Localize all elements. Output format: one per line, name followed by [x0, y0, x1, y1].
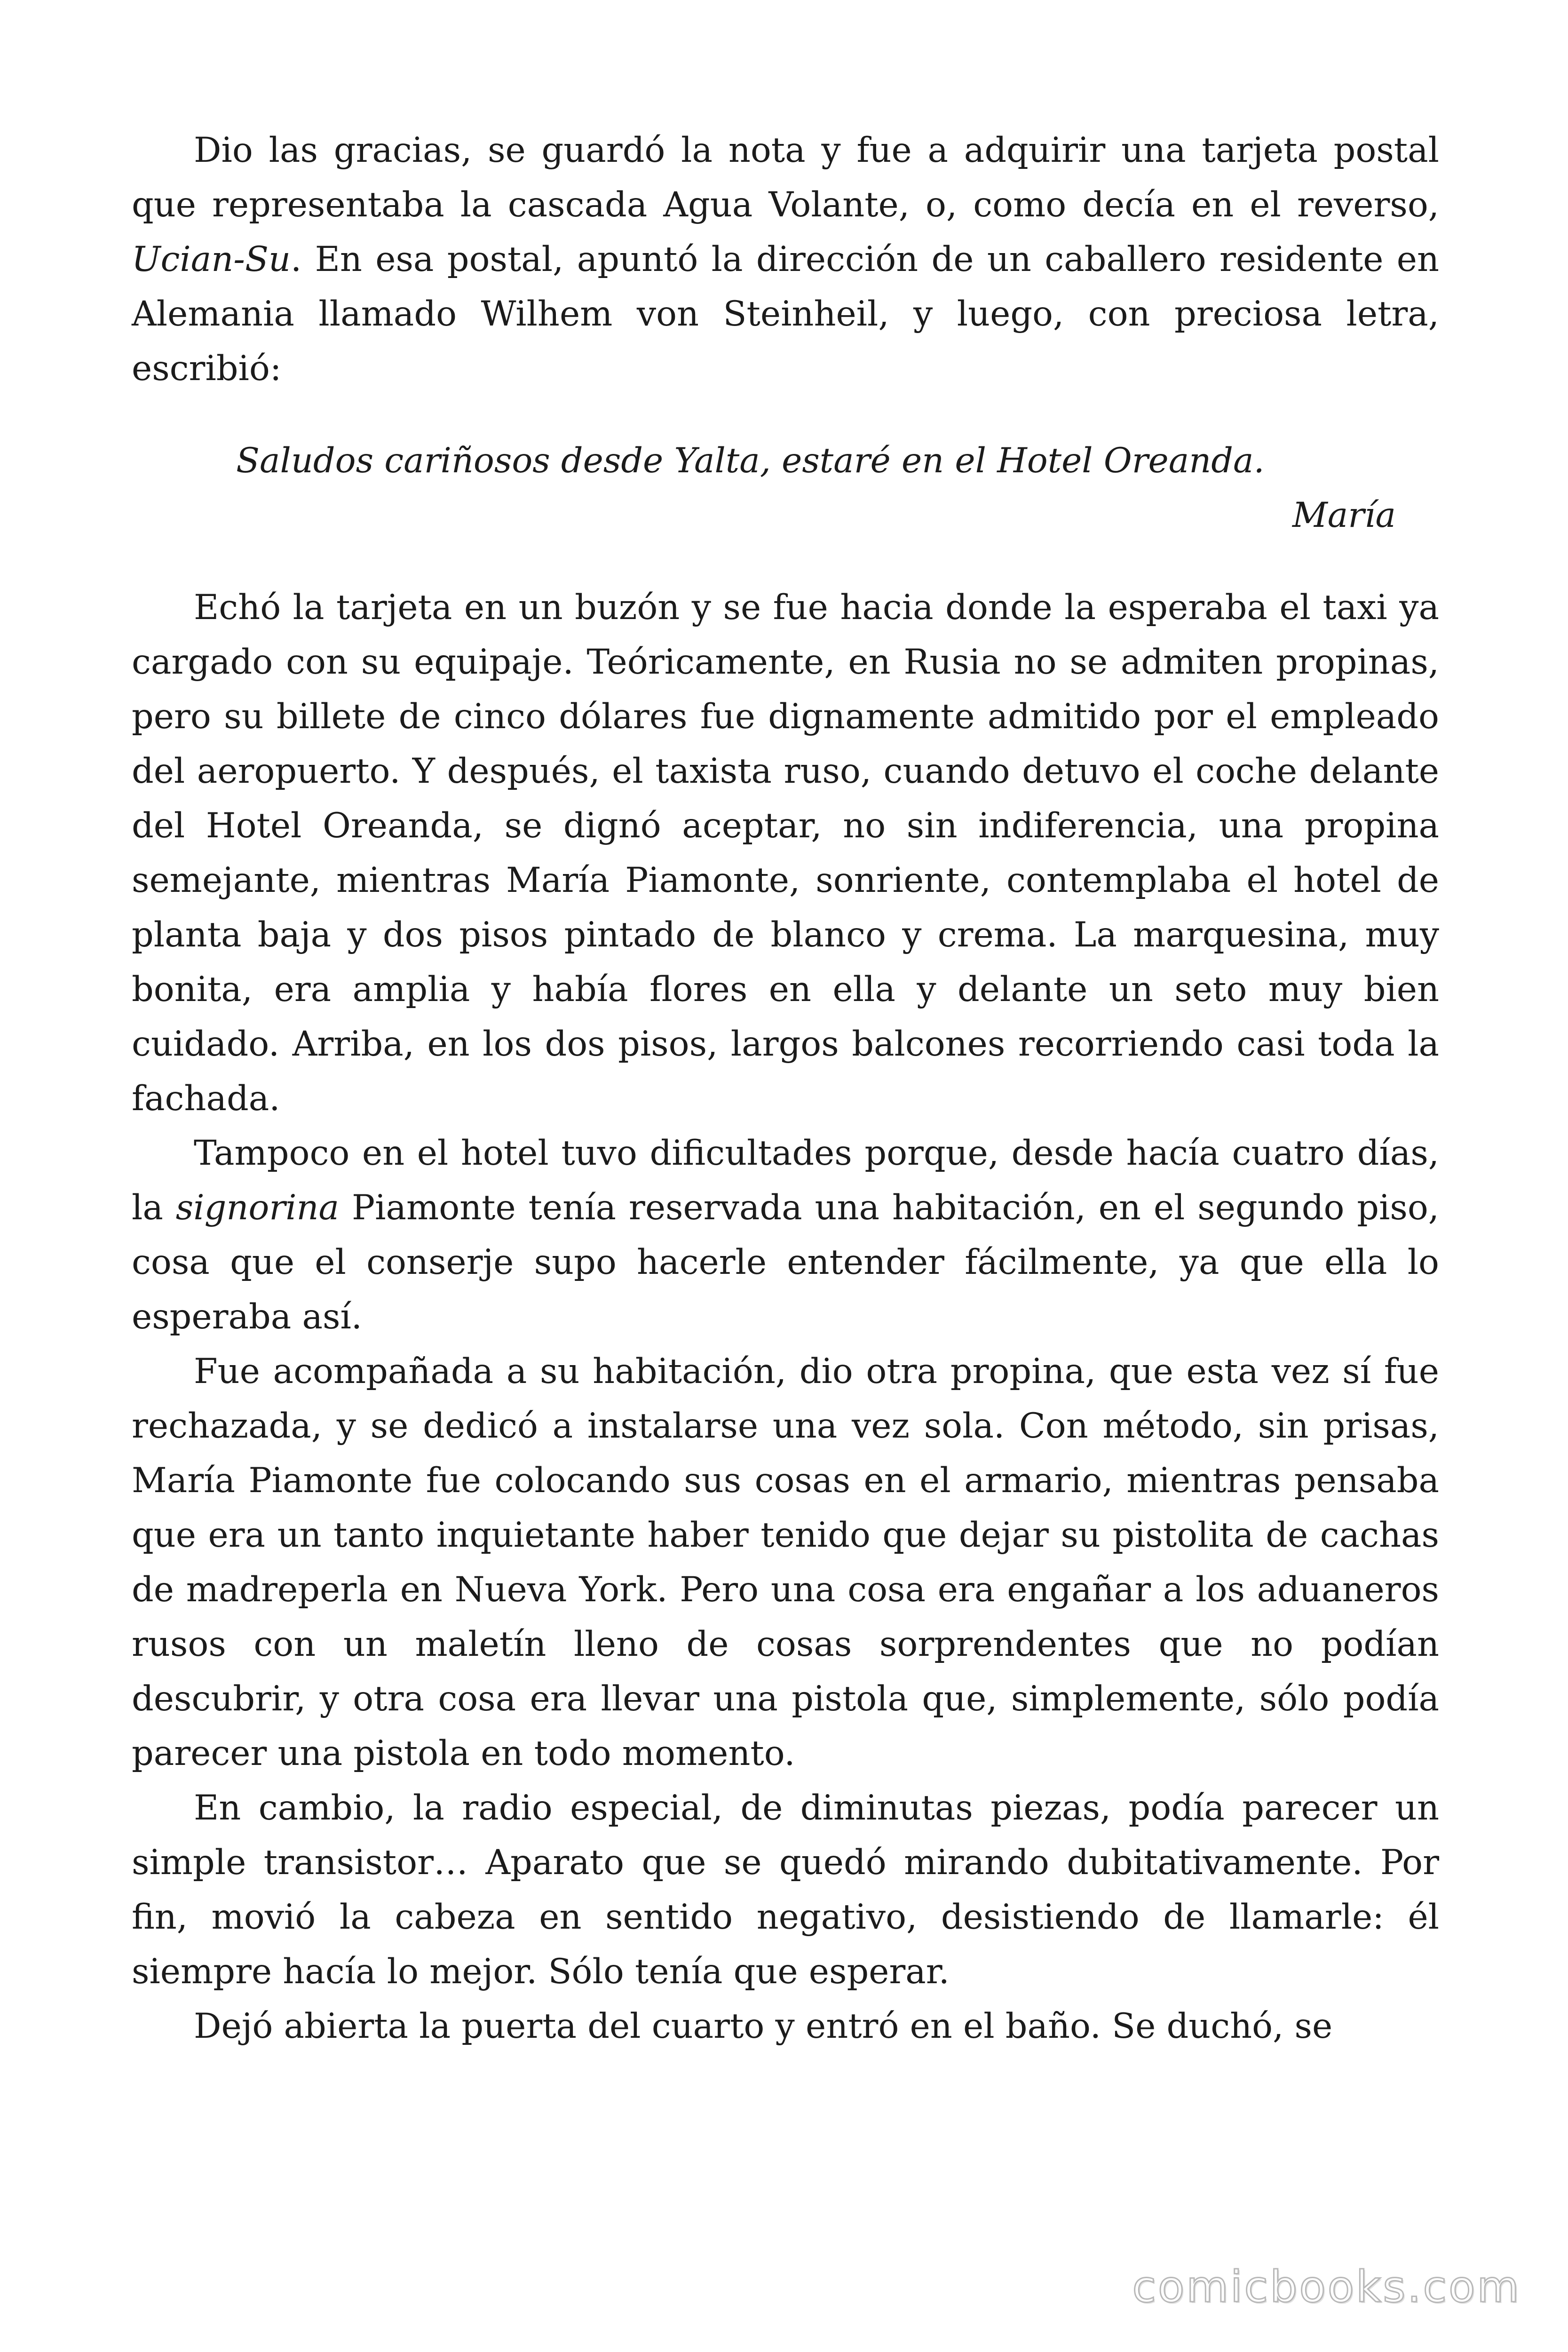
paragraph-radio: En cambio, la radio especial, de diminutas piezas, podía parecer un simple transistor… Aparato que se quedó mirando dubitativamente. Por fin, movió la cabeza en sentido negativo, desistiendo de llamarle: él siempre hacía lo mejor. Sólo tenía que esperar.: [132, 1788, 1439, 1992]
paragraph-postal: Dio las gracias, se guardó la nota y fue a adquirir una tarjeta postal que representaba la cascada Agua Volante, o, como decía en el reverso, Ucian-Su. En esa postal, apuntó la dirección de un caballero residente en Alemania llamado Wilhem von Steinheil, y luego, con preciosa letra, escribió:: [132, 130, 1439, 389]
postcard-greeting: Saludos cariñosos desde Yalta, estaré en el Hotel Oreanda.: [236, 441, 1265, 481]
paragraph-bath: Dejó abierta la puerta del cuarto y entró en el baño. Se duchó, se: [194, 2006, 1333, 2046]
book-page: [132, 123, 1439, 2054]
watermark-logo: comicbooks.com: [1132, 2262, 1521, 2312]
paragraph-hotel: Tampoco en el hotel tuvo dificultades porque, desde hacía cuatro días, la signorina Piamonte tenía reservada una habitación, en el segundo piso, cosa que el conserje supo hacerle entender fácilmente, ya que ella lo esperaba así.: [132, 1133, 1439, 1337]
emphasis-signorina: signorina: [175, 1188, 340, 1228]
postcard-message: [132, 434, 1439, 543]
postcard-signature: María: [1292, 495, 1396, 535]
emphasis-ucian-su: Ucian-Su: [132, 239, 291, 279]
paragraph-taxi: Echó la tarjeta en un buzón y se fue hacia donde la esperaba el taxi ya cargado con su equipaje. Teóricamente, en Rusia no se admiten propinas, pero su billete de cinco dólares fue dignamente admitido por el empleado del aeropuerto. Y después, el taxista ruso, cuando detuvo el coche delante del Hotel Oreanda, se dignó aceptar, no sin indiferencia, una propina semejante, mientras María Piamonte, sonriente, contemplaba el hotel de planta baja y dos pisos pintado de blanco y crema. La marquesina, muy bonita, era amplia y había flores en ella y delante un seto muy bien cuidado. Arriba, en los dos pisos, largos balcones recorriendo casi toda la fachada.: [132, 588, 1439, 1119]
paragraph-room: Fue acompañada a su habitación, dio otra propina, que esta vez sí fue rechazada, y se dedicó a instalarse una vez sola. Con método, sin prisas, María Piamonte fue colocando sus cosas en el armario, mientras pensaba que era un tanto inquietante haber tenido que dejar su pistolita de cachas de madreperla en Nueva York. Pero una cosa era engañar a los aduaneros rusos con un maletín lleno de cosas sorprendentes que no podían descubrir, y otra cosa era llevar una pistola que, simplemente, sólo podía parecer una pistola en todo momento.: [132, 1351, 1439, 1773]
